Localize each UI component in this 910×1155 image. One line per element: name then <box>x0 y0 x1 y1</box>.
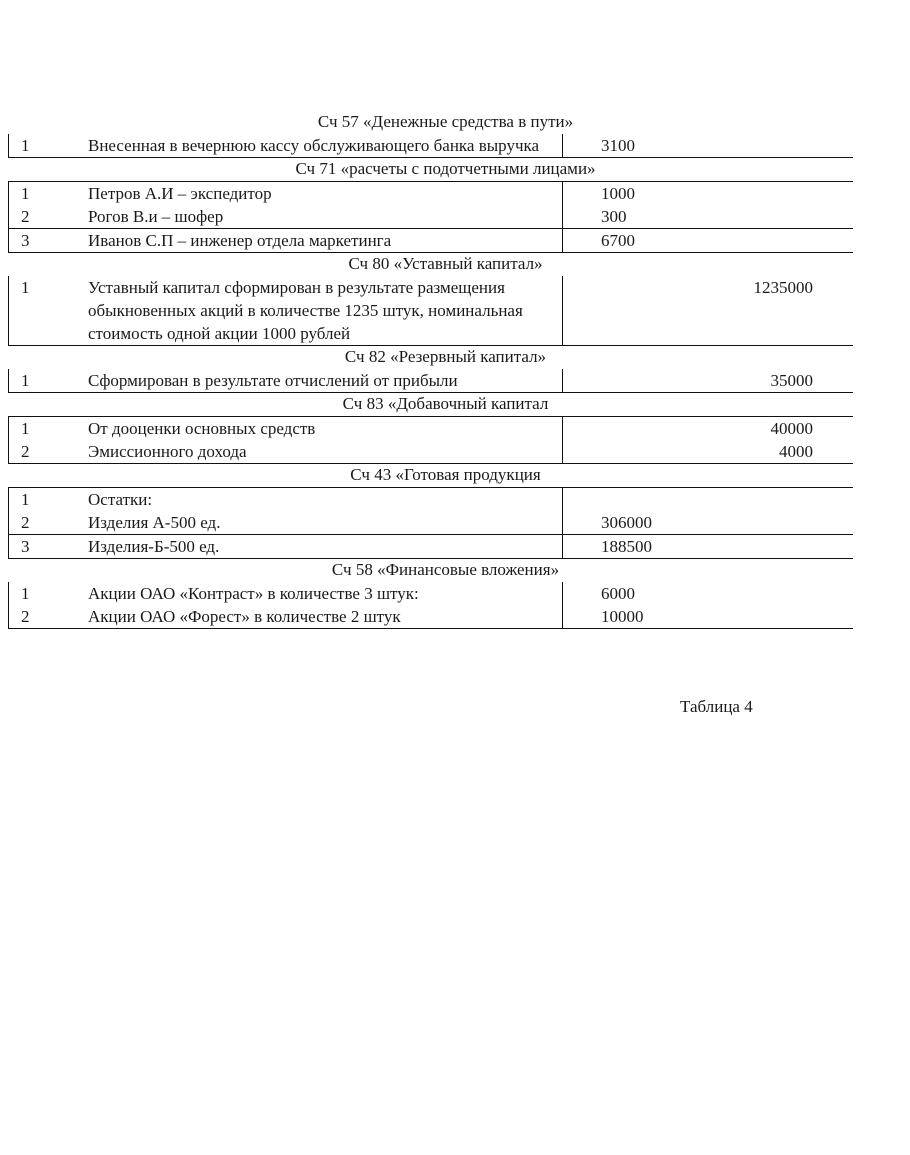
table-row <box>8 605 853 628</box>
row-debit: 6000 <box>601 584 635 603</box>
row-description: Иванов С.П – инженер отдела маркетинга <box>88 229 563 252</box>
row-number: 2 <box>8 440 88 463</box>
section-title-58: Сч 58 «Финансовые вложения» <box>331 560 560 579</box>
accounts-table <box>8 111 853 629</box>
row-debit: 1000 <box>601 184 635 203</box>
row-credit <box>683 182 853 205</box>
row-description: Изделия-Б-500 ед. <box>88 535 563 558</box>
row-debit <box>563 440 683 463</box>
table-row <box>8 229 853 252</box>
row-number: 1 <box>8 582 88 605</box>
table-row <box>8 582 853 605</box>
row-description: Эмиссионного дохода <box>88 440 563 463</box>
row-credit: 1235000 <box>753 278 813 297</box>
row-credit <box>683 134 853 157</box>
row-description: Рогов В.и – шофер <box>88 205 563 228</box>
row-number: 1 <box>8 369 88 392</box>
section-title-80: Сч 80 «Уставный капитал» <box>348 254 543 273</box>
row-description: Внесенная в вечернюю кассу обслуживающего банка выручка <box>88 134 563 157</box>
row-credit <box>683 511 853 534</box>
row-description: Остатки: <box>88 488 563 511</box>
row-number: 2 <box>8 205 88 228</box>
row-number: 1 <box>8 134 88 157</box>
section-43 <box>8 487 853 559</box>
row-debit: 10000 <box>601 607 644 626</box>
row-number: 1 <box>8 182 88 205</box>
row-debit <box>563 488 683 511</box>
row-debit: 3100 <box>601 136 635 155</box>
section-83 <box>8 416 853 464</box>
table-row <box>8 535 853 558</box>
row-number: 3 <box>8 535 88 558</box>
table-row <box>8 276 853 345</box>
row-debit: 6700 <box>601 231 635 250</box>
row-credit <box>683 229 853 252</box>
row-description: Акции ОАО «Форест» в количестве 2 штук <box>88 605 563 628</box>
section-title-71: Сч 71 «расчеты с подотчетными лицами» <box>295 159 596 178</box>
table-row <box>8 205 853 229</box>
table-row <box>8 417 853 440</box>
table-row <box>8 182 853 205</box>
section-title-83: Сч 83 «Добавочный капитал <box>342 394 549 413</box>
row-description: Изделия А-500 ед. <box>88 511 563 534</box>
section-title-43: Сч 43 «Готовая продукция <box>350 465 541 484</box>
row-number: 2 <box>8 511 88 534</box>
row-debit <box>563 417 683 440</box>
row-credit <box>683 582 853 605</box>
row-credit <box>683 488 853 511</box>
row-debit: 300 <box>601 207 627 226</box>
row-debit: 306000 <box>601 513 652 532</box>
row-credit: 4000 <box>779 442 813 461</box>
section-title-57: Сч 57 «Денежные средства в пути» <box>317 112 574 131</box>
section-80 <box>8 276 853 346</box>
section-57 <box>8 134 853 158</box>
row-credit <box>683 205 853 228</box>
row-credit: 35000 <box>770 371 813 390</box>
row-number: 1 <box>8 488 88 511</box>
row-number: 3 <box>8 229 88 252</box>
section-82 <box>8 369 853 393</box>
row-description: Петров А.И – экспедитор <box>88 182 563 205</box>
table-caption: Таблица 4 <box>680 697 753 716</box>
row-credit <box>683 535 853 558</box>
section-71 <box>8 181 853 253</box>
table-row <box>8 369 853 392</box>
row-number: 1 <box>8 276 88 345</box>
table-row <box>8 440 853 463</box>
section-58 <box>8 582 853 629</box>
row-description: От дооценки основных средств <box>88 417 563 440</box>
row-description: Акции ОАО «Контраст» в количестве 3 штук: <box>88 582 563 605</box>
table-row <box>8 134 853 157</box>
row-description: Уставный капитал сформирован в результате размещения обыкновенных акций в количестве 1235 штук, номинальная стоимость одной акции 1000 рублей <box>88 276 563 345</box>
row-number: 2 <box>8 605 88 628</box>
row-debit <box>563 369 683 392</box>
row-debit <box>563 276 683 345</box>
row-description: Сформирован в результате отчислений от прибыли <box>88 369 563 392</box>
section-title-82: Сч 82 «Резервный капитал» <box>344 347 547 366</box>
row-number: 1 <box>8 417 88 440</box>
row-credit <box>683 605 853 628</box>
table-row <box>8 488 853 511</box>
row-credit: 40000 <box>770 419 813 438</box>
table-row <box>8 511 853 535</box>
row-debit: 188500 <box>601 537 652 556</box>
